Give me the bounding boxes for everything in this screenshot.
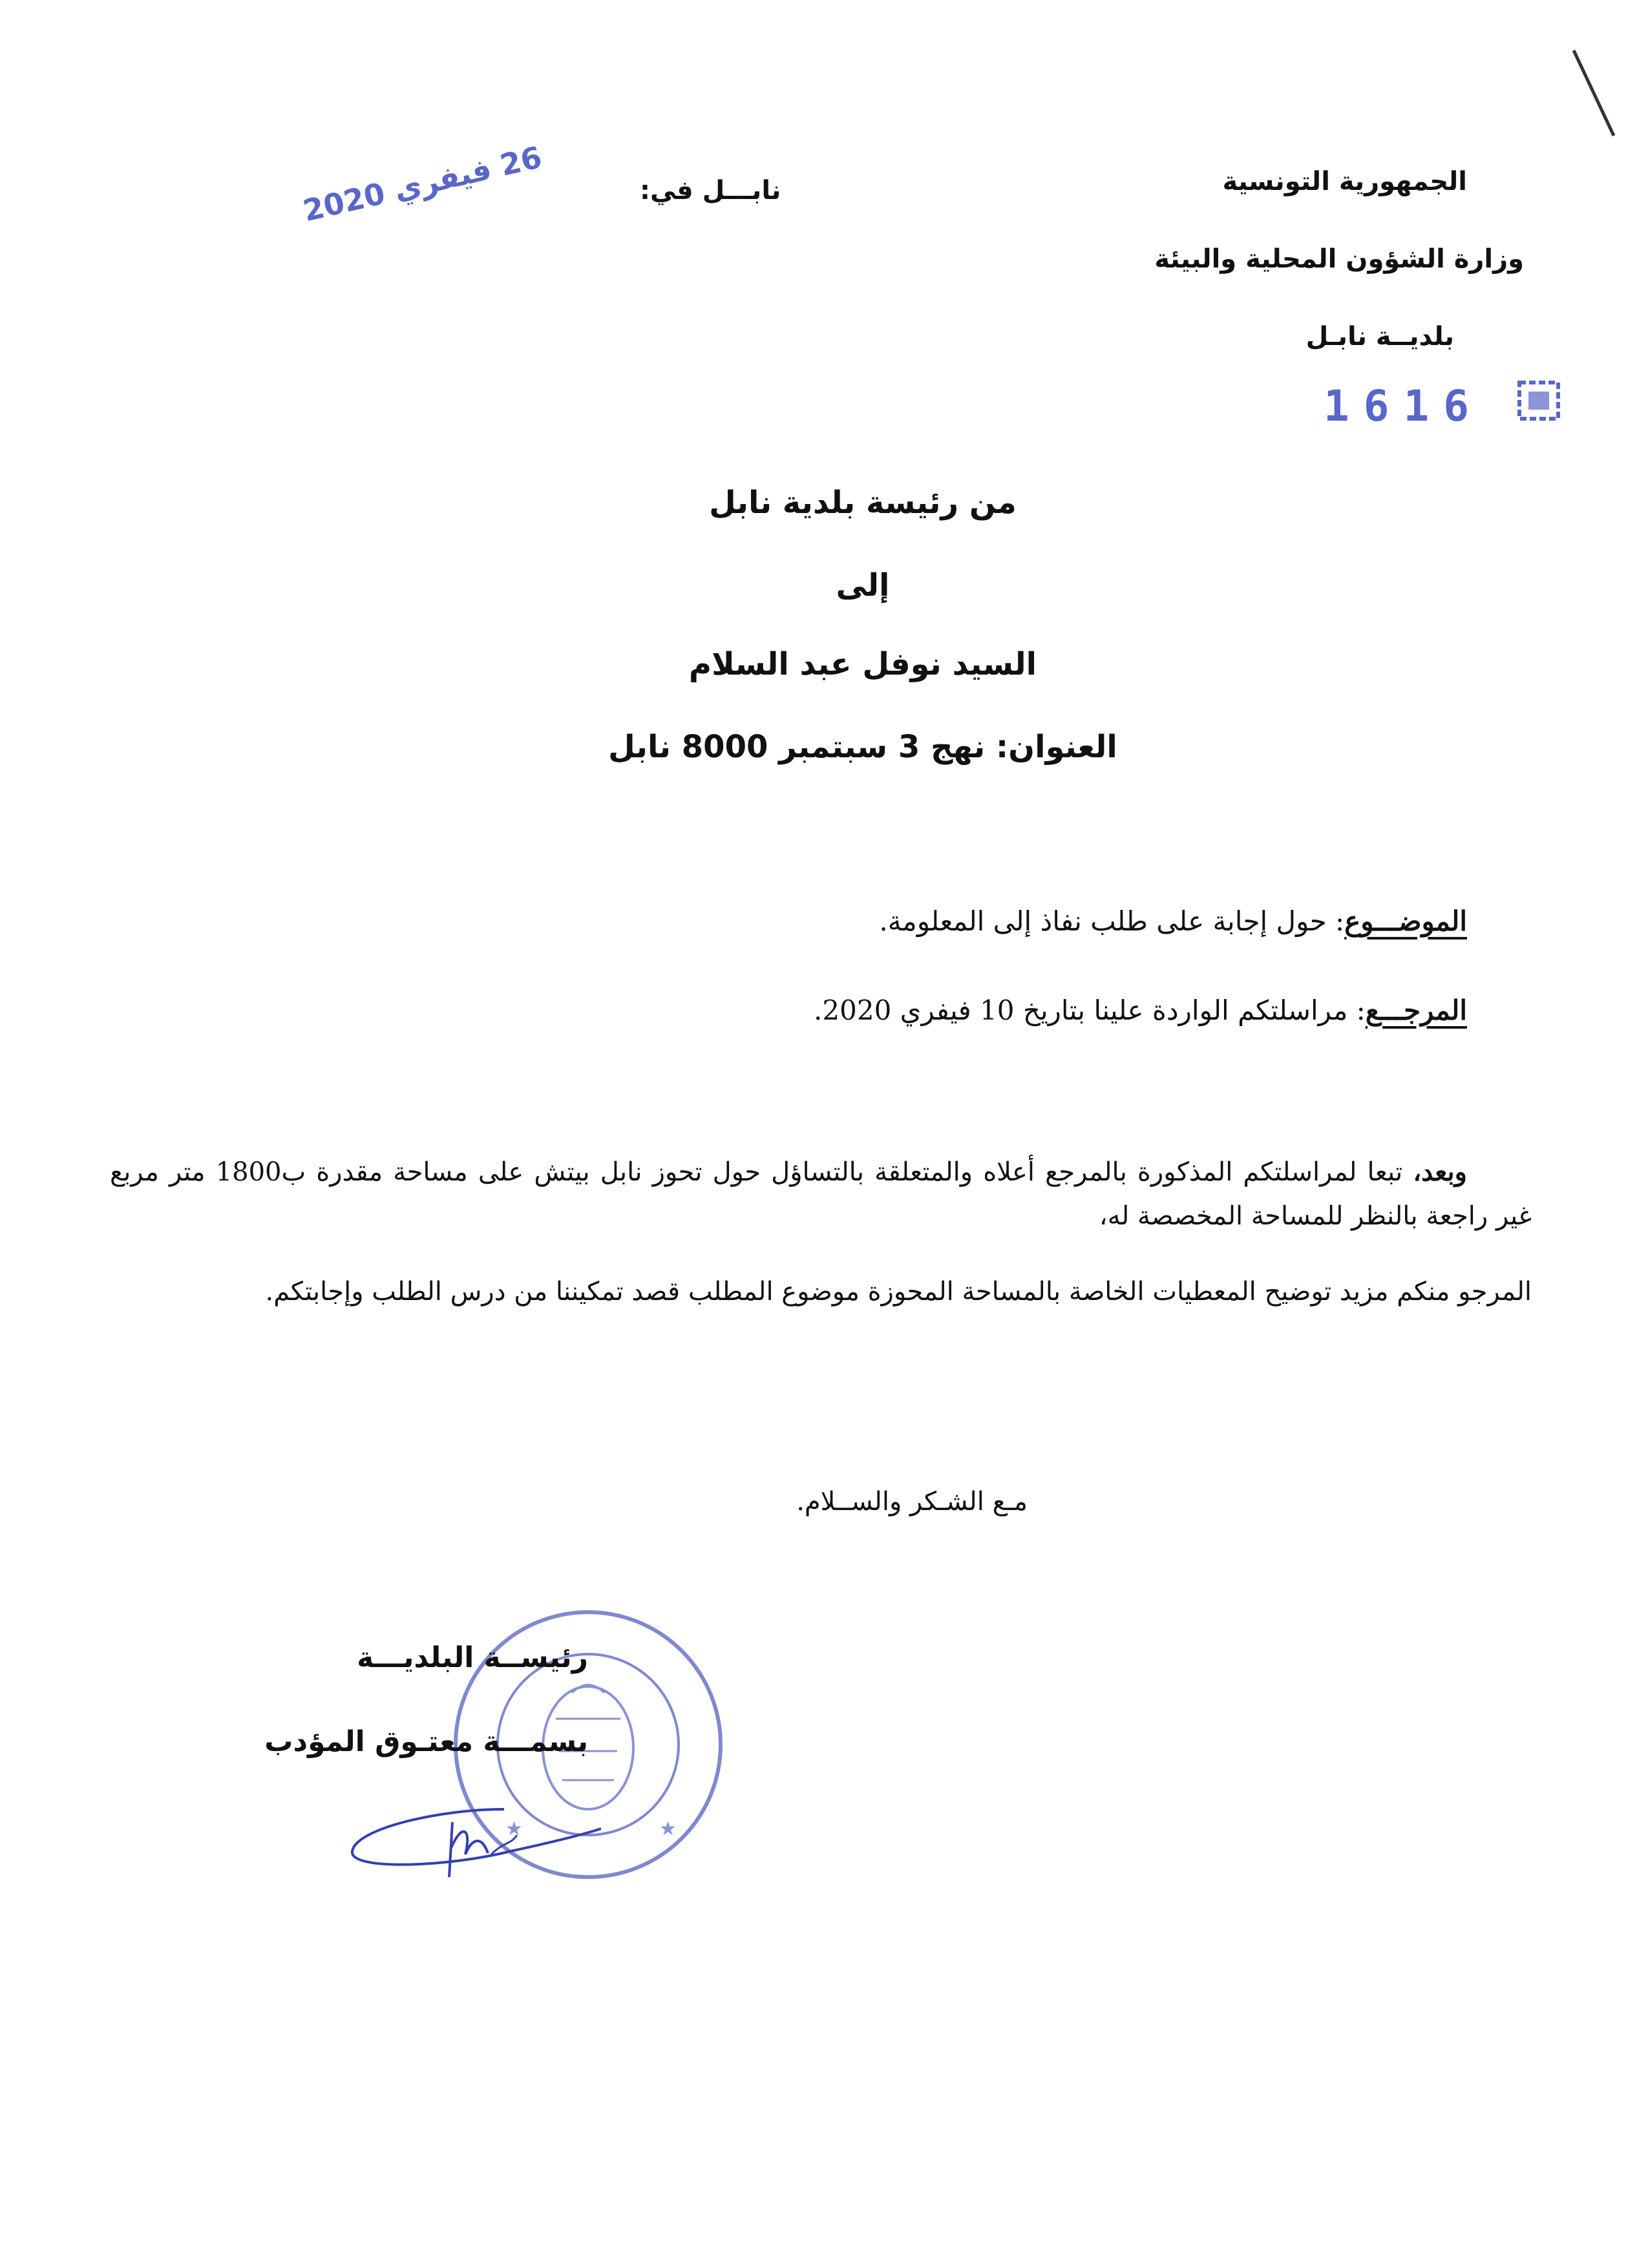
opening-word: وبعد،	[1413, 1157, 1467, 1187]
sender-line: من رئيسة بلدية نابل	[709, 485, 1017, 521]
signatory-name: بسمـــة معتـوق المؤدب	[264, 1725, 588, 1758]
subject-text: : حول إجابة على طلب نفاذ إلى المعلومة.	[879, 905, 1345, 937]
closing-line: مـع الشـكر والســلام.	[796, 1487, 1028, 1517]
reference-number-stamp: 1616	[1324, 381, 1483, 431]
address-line: العنوان: نهج 3 سبتمبر 8000 نابل	[608, 729, 1117, 765]
signatory-title: رئيســة البلديـــة	[357, 1641, 588, 1674]
republic-header: الجمهورية التونسية	[1222, 167, 1467, 196]
paragraph-1-text: تبعا لمراسلتكم المذكورة بالمرجع أعلاه والمتعلقة بالتساؤل حول تحوز نابل بيتش على مساحة مقدرة ب1800 متر مربع غير راجعة بالنظر للمساحة المخصصة له،	[110, 1157, 1532, 1231]
registry-stamp-icon	[1516, 380, 1567, 421]
subject-line	[879, 899, 1467, 943]
body-paragraph-1	[110, 1150, 1532, 1238]
municipality-header: بلديــة نابـل	[1305, 322, 1454, 352]
date-stamp: 26 فيفري 2020	[299, 139, 545, 229]
subject-label: الموضـــوع	[1344, 905, 1467, 937]
reference-text: : مراسلتكم الواردة علينا بتاريخ 10 فيفري 2020.	[814, 994, 1366, 1026]
svg-text:★: ★	[659, 1818, 677, 1840]
body-paragraph-2: المرجو منكم مزيد توضيح المعطيات الخاصة بالمساحة المحوزة موضوع المطلب قصد تمكيننا من درس الطلب وإجابتكم.	[265, 1277, 1532, 1307]
pen-mark	[1567, 45, 1619, 145]
reference-label: المرجـــع	[1365, 994, 1467, 1026]
ministry-header: وزارة الشؤون المحلية والبيئة	[1154, 244, 1524, 274]
recipient-line: السيد نوفل عبد السلام	[688, 646, 1037, 682]
place-date-label: نابـــل في:	[640, 176, 781, 205]
handwritten-signature	[343, 1783, 614, 1900]
to-word: إلى	[836, 567, 890, 604]
reference-line	[814, 989, 1467, 1033]
svg-text:★: ★	[505, 1818, 523, 1840]
